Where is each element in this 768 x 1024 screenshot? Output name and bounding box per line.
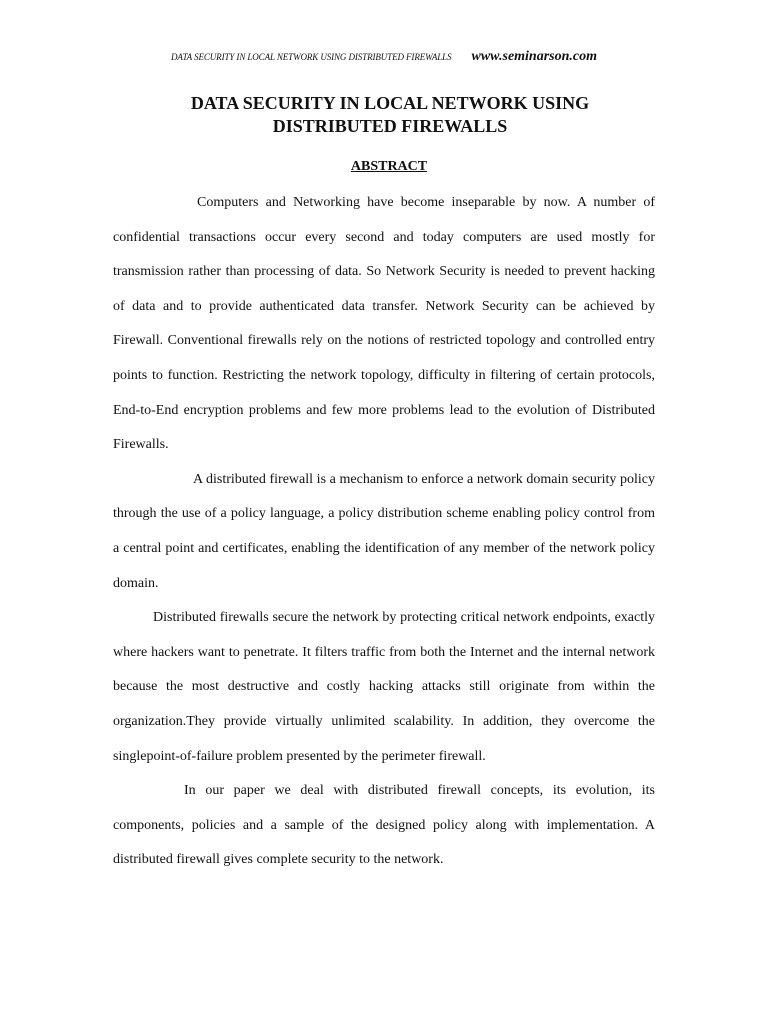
running-header-title: DATA SECURITY IN LOCAL NETWORK USING DISTRIBUTED FIREWALLS bbox=[170, 52, 452, 62]
document-title-line2: DISTRIBUTED FIREWALLS bbox=[272, 116, 508, 136]
paragraph-1: Computers and Networking have become inseparable by now. A number of confidential transactions occur every second and today computers are used mostly for transmission rather than processing of data. So Network Security is needed to prevent hacking of data and to provide authenticated data transfer. Network Security can be achieved by Firewall. Conventional firewalls rely on the notions of restricted topology and controlled entry points to function. Restricting the network topology, difficulty in filtering of certain protocols, End-to-End encryption problems and few more problems lead to the evolution of Distributed Firewalls. bbox=[113, 195, 655, 453]
section-heading-abstract: ABSTRACT bbox=[350, 159, 428, 174]
site-url: www.seminarson.com bbox=[471, 49, 598, 64]
paragraph-3: Distributed firewalls secure the network by protecting critical network endpoints, exactly where hackers want to penetrate. It filters traffic from both the Internet and the internal network because the most destructive and costly hacking attacks still originate from within the organization.They provide virtually unlimited scalability. In addition, they overcome the singlepoint-of-failure problem presented by the perimeter firewall. bbox=[113, 610, 655, 764]
paragraph-4: In our paper we deal with distributed firewall concepts, its evolution, its components, policies and a sample of the designed policy along with implementation. A distributed firewall gives complete security to the network. bbox=[113, 783, 655, 868]
document-title bbox=[60, 92, 720, 138]
running-header bbox=[0, 47, 768, 65]
abstract-body bbox=[113, 186, 655, 878]
paragraph-2: A distributed firewall is a mechanism to enforce a network domain security policy through the use of a policy language, a policy distribution scheme enabling policy control from a central point and certificates, enabling the identification of any member of the network policy domain. bbox=[113, 471, 655, 591]
document-title-line1: DATA SECURITY IN LOCAL NETWORK USING bbox=[190, 93, 590, 113]
